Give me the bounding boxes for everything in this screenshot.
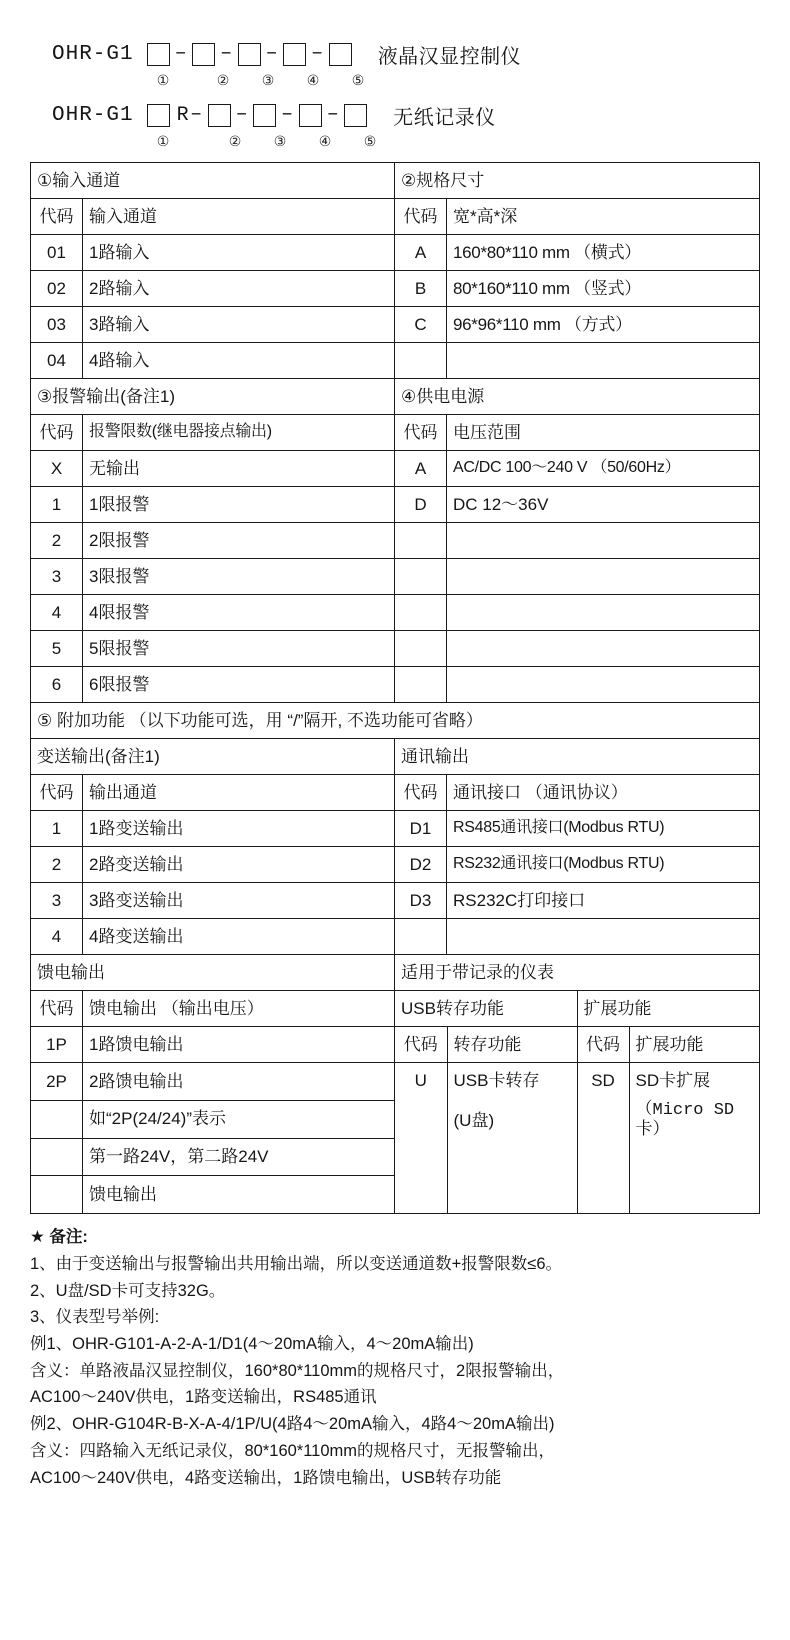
- feed-code-4: [31, 1138, 83, 1176]
- model2-box-5: [344, 104, 367, 127]
- usb-title: USB转存功能: [395, 991, 577, 1026]
- s3-code-1: X: [31, 451, 83, 487]
- table-row: [31, 955, 760, 991]
- model1-markers: [52, 71, 760, 89]
- s2-val-3: 96*96*110 mm （方式）: [447, 307, 760, 343]
- note-line-9: AC100～240V供电，4路变送输出，1路馈电输出，USB转存功能: [30, 1468, 502, 1487]
- model2-dash-3: –: [281, 102, 294, 126]
- table-row: [31, 415, 760, 451]
- model2-box-2: [208, 104, 231, 127]
- record-header-subtable: [395, 1027, 760, 1062]
- feed-val-1: 1路馈电输出: [83, 1027, 395, 1063]
- model2-box-4: [299, 104, 322, 127]
- record-title: 适用于带记录的仪表: [395, 955, 760, 991]
- notes-block: [30, 1224, 760, 1491]
- s3-val-6: 5限报警: [83, 631, 395, 667]
- section2-title: ②规格尺寸: [395, 163, 760, 199]
- s5-right-val-1: RS485通讯接口(Modbus RTU): [447, 811, 760, 847]
- s5-left-val-4: 4路变送输出: [83, 919, 395, 955]
- s4-code-7: [395, 667, 447, 703]
- s5-right-code-3: D3: [395, 883, 447, 919]
- s3-val-3: 2限报警: [83, 523, 395, 559]
- usb-code-header: 代码: [395, 1027, 447, 1062]
- table-row: [395, 1063, 760, 1098]
- model2-marker-1: ①: [156, 132, 170, 149]
- s3-code-3: 2: [31, 523, 83, 559]
- model2-box-3: [253, 104, 276, 127]
- record-body-subtable: [395, 1063, 760, 1213]
- s5-left-value-header: 输出通道: [83, 775, 395, 811]
- model2-dash-4: –: [326, 102, 340, 126]
- model-line-1: [52, 40, 760, 69]
- s1-code-3: 03: [31, 307, 83, 343]
- s3-val-4: 3限报警: [83, 559, 395, 595]
- table-row: [31, 667, 760, 703]
- s4-val-2: DC 12～36V: [447, 487, 760, 523]
- s4-val-3: [447, 523, 760, 559]
- ext-title: 扩展功能: [583, 998, 652, 1018]
- section4-value-header: 电压范围: [447, 415, 760, 451]
- s5-right-code-1: D1: [395, 811, 447, 847]
- model-name-2: OHR-G1: [52, 104, 134, 127]
- ext-val-1: SD卡扩展: [635, 1070, 711, 1090]
- table-row: [31, 451, 760, 487]
- note-line-5: 含义：单路液晶汉显控制仪，160*80*110mm的规格尺寸，2限报警输出，: [30, 1361, 565, 1380]
- section5-left-title: 变送输出(备注1): [31, 739, 395, 775]
- model1-marker-2: ②: [216, 71, 230, 88]
- s3-code-2: 1: [31, 487, 83, 523]
- s4-code-4: [395, 559, 447, 595]
- table-row: [31, 631, 760, 667]
- s5-right-val-2: RS232通讯接口(Modbus RTU): [447, 847, 760, 883]
- s5-right-val-4: [447, 919, 760, 955]
- section3-value-header: 报警限数(继电器接点输出): [83, 415, 395, 451]
- s2-val-2: 80*160*110 mm （竖式）: [447, 271, 760, 307]
- ext-code-1: SD: [577, 1063, 629, 1098]
- feed-code-header: 代码: [31, 991, 83, 1027]
- model2-r-suffix: R: [176, 104, 190, 127]
- s5-left-code-4: 4: [31, 919, 83, 955]
- note-line-3: 3、仪表型号举例:: [30, 1308, 160, 1327]
- notes-title: ★ 备注:: [30, 1228, 88, 1247]
- s1-val-1: 1路输入: [83, 235, 395, 271]
- table-row: [395, 1143, 760, 1178]
- usb-code-1: U: [395, 1063, 447, 1098]
- table-row: [31, 487, 760, 523]
- note-line-4: 例1、OHR-G101-A-2-A-1/D1(4～20mA输入，4～20mA输出): [30, 1334, 474, 1353]
- section1-value-header: 输入通道: [83, 199, 395, 235]
- ext-code-header: 代码: [577, 1027, 629, 1062]
- s5-right-val-3: RS232C打印接口: [447, 883, 760, 919]
- model1-dash-2: –: [220, 41, 233, 65]
- table-row: [31, 883, 760, 919]
- s4-val-4: [447, 559, 760, 595]
- s3-val-1: 无输出: [83, 451, 395, 487]
- table-row: [31, 595, 760, 631]
- table-row: [31, 991, 760, 1027]
- model-line-2: [52, 101, 760, 130]
- table-row: [395, 1027, 760, 1062]
- table-row: [31, 271, 760, 307]
- s5-right-code-4: [395, 919, 447, 955]
- section2-value-header: 宽*高*深: [447, 199, 760, 235]
- table-row: [395, 991, 760, 1026]
- s3-val-2: 1限报警: [83, 487, 395, 523]
- s1-val-4: 4路输入: [83, 343, 395, 379]
- section5-right-title: 通讯输出: [395, 739, 760, 775]
- model1-box-1: [147, 43, 170, 66]
- feed-code-1: 1P: [31, 1027, 83, 1063]
- model1-box-5: [329, 43, 352, 66]
- model1-box-3: [238, 43, 261, 66]
- model2-marker-5: ⑤: [363, 132, 377, 149]
- section5-title: ⑤ 附加功能 （以下功能可选，用 “/”隔开, 不选功能可省略）: [31, 703, 760, 739]
- usb-val-1: USB卡转存: [447, 1063, 577, 1098]
- s5-left-code-2: 2: [31, 847, 83, 883]
- s2-code-3: C: [395, 307, 447, 343]
- feed-value-header: 馈电输出 （输出电压）: [83, 991, 395, 1027]
- model-desc-2: 无纸记录仪: [393, 107, 496, 129]
- model1-dash-1: –: [174, 41, 188, 65]
- model-desc-1: 液晶汉显控制仪: [377, 46, 522, 68]
- feed-code-2: 2P: [31, 1063, 83, 1101]
- s4-code-1: A: [395, 451, 447, 487]
- s4-code-2: D: [395, 487, 447, 523]
- ext-value-header: 扩展功能: [635, 1034, 704, 1054]
- section1-title: ①输入通道: [31, 163, 395, 199]
- s2-val-1: 160*80*110 mm （横式）: [447, 235, 760, 271]
- note-line-8: 含义：四路输入无纸记录仪，80*160*110mm的规格尺寸，无报警输出，: [30, 1441, 556, 1460]
- table-row: [31, 307, 760, 343]
- model1-dash-4: –: [311, 41, 324, 65]
- s4-code-3: [395, 523, 447, 559]
- section2-code-header: 代码: [395, 199, 447, 235]
- model2-dash-2: –: [235, 102, 249, 126]
- s2-code-2: B: [395, 271, 447, 307]
- model-name-1: OHR-G1: [52, 43, 134, 66]
- model1-box-4: [283, 43, 306, 66]
- s4-code-6: [395, 631, 447, 667]
- feed-val-3: 如“2P(24/24)”表示: [83, 1100, 395, 1138]
- note-line-6: AC100～240V供电，1路变送输出，RS485通讯: [30, 1388, 377, 1407]
- feed-val-2: 2路馈电输出: [83, 1063, 395, 1101]
- feed-code-3: [31, 1100, 83, 1138]
- model2-markers: [52, 132, 760, 150]
- table-row: [31, 811, 760, 847]
- model2-marker-4: ④: [318, 132, 332, 149]
- s5-left-val-2: 2路变送输出: [83, 847, 395, 883]
- model1-dash-3: –: [265, 41, 279, 65]
- ext-code-2: [577, 1098, 629, 1143]
- s1-val-3: 3路输入: [83, 307, 395, 343]
- s3-val-7: 6限报警: [83, 667, 395, 703]
- section1-code-header: 代码: [31, 199, 83, 235]
- model1-marker-3: ③: [261, 71, 275, 88]
- table-row: [31, 739, 760, 775]
- note-line-1: 1、由于变送输出与报警输出共用输出端，所以变送通道数+报警限数≤6。: [30, 1254, 563, 1273]
- table-row: [395, 1178, 760, 1213]
- section3-title: ③报警输出(备注1): [31, 379, 395, 415]
- s5-left-code-1: 1: [31, 811, 83, 847]
- feed-val-5: 馈电输出: [83, 1176, 395, 1214]
- s3-code-6: 5: [31, 631, 83, 667]
- table-row: [31, 1027, 760, 1063]
- model1-marker-5: ⑤: [351, 71, 365, 88]
- table-row: [31, 847, 760, 883]
- table-row: [31, 379, 760, 415]
- s4-val-7: [447, 667, 760, 703]
- table-row: [31, 235, 760, 271]
- usb-value-header: 转存功能: [447, 1027, 577, 1062]
- section3-code-header: 代码: [31, 415, 83, 451]
- model1-marker-4: ④: [306, 71, 320, 88]
- s1-code-1: 01: [31, 235, 83, 271]
- s4-code-5: [395, 595, 447, 631]
- specification-table: [30, 162, 760, 1214]
- model2-dash-1: –: [190, 102, 203, 126]
- record-subtable: [395, 991, 760, 1026]
- table-row: [31, 523, 760, 559]
- s2-code-1: A: [395, 235, 447, 271]
- s2-val-4: [447, 343, 760, 379]
- feed-val-4: 第一路24V，第二路24V: [83, 1138, 395, 1176]
- s5-right-code-2: D2: [395, 847, 447, 883]
- ext-val-2: （Micro SD卡）: [635, 1101, 735, 1140]
- table-row: [31, 343, 760, 379]
- s5-left-val-3: 3路变送输出: [83, 883, 395, 919]
- feed-code-5: [31, 1176, 83, 1214]
- model2-marker-2: ②: [228, 132, 242, 149]
- table-row: [31, 1063, 760, 1101]
- table-row: [31, 919, 760, 955]
- model2-marker-3: ③: [273, 132, 287, 149]
- s3-code-7: 6: [31, 667, 83, 703]
- note-line-2: 2、U盘/SD卡可支持32G。: [30, 1281, 226, 1300]
- s1-val-2: 2路输入: [83, 271, 395, 307]
- table-row: [31, 163, 760, 199]
- s5-left-val-1: 1路变送输出: [83, 811, 395, 847]
- usb-code-2: [395, 1098, 447, 1143]
- table-row: [31, 199, 760, 235]
- s1-code-4: 04: [31, 343, 83, 379]
- s5-left-code-3: 3: [31, 883, 83, 919]
- usb-val-2: (U盘): [447, 1098, 577, 1143]
- s3-code-5: 4: [31, 595, 83, 631]
- section4-code-header: 代码: [395, 415, 447, 451]
- s3-val-5: 4限报警: [83, 595, 395, 631]
- s5-left-code-header: 代码: [31, 775, 83, 811]
- s5-right-value-header: 通讯接口 （通讯协议）: [447, 775, 760, 811]
- section4-title: ④供电电源: [395, 379, 760, 415]
- s3-code-4: 3: [31, 559, 83, 595]
- table-row: [395, 1098, 760, 1143]
- model1-marker-1: ①: [156, 71, 170, 88]
- feed-title: 馈电输出: [31, 955, 395, 991]
- s5-right-code-header: 代码: [395, 775, 447, 811]
- model2-box-1: [147, 104, 170, 127]
- table-row: [31, 559, 760, 595]
- note-line-7: 例2、OHR-G104R-B-X-A-4/1P/U(4路4～20mA输入，4路4～20mA输出): [30, 1415, 555, 1434]
- s4-val-5: [447, 595, 760, 631]
- table-row: [31, 703, 760, 739]
- s1-code-2: 02: [31, 271, 83, 307]
- table-row: [31, 775, 760, 811]
- s4-val-1: AC/DC 100～240 V （50/60Hz）: [447, 451, 760, 487]
- model1-box-2: [192, 43, 215, 66]
- s4-val-6: [447, 631, 760, 667]
- s2-code-4: [395, 343, 447, 379]
